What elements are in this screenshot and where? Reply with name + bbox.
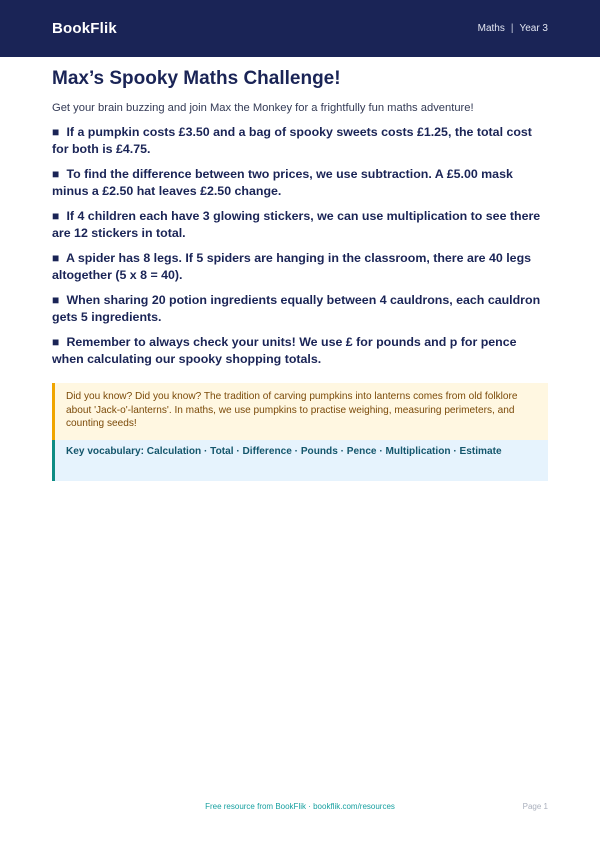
fact-text: When sharing 20 potion ingredients equally between 4 cauldrons, each cauldron gets 5 ingredients. [52,293,541,324]
list-item [52,208,548,242]
year-label: Year 3 [519,23,548,34]
fact-text: If a pumpkin costs £3.50 and a bag of spooky sweets costs £1.25, the total cost for both is £4.75. [52,125,532,156]
square-bullet-icon: ■ [52,209,60,223]
intro-text: Get your brain buzzing and join Max the Monkey for a frightfully fun maths adventure! [52,102,474,114]
list-item [52,124,548,158]
facts-list [52,124,548,368]
subject-label: Maths [477,23,505,34]
page-title: Max’s Spooky Maths Challenge! [52,68,341,89]
did-you-know-callout: Did you know? Did you know? The tradition of carving pumpkins into lanterns comes from old folklore about 'Jack-o'-lanterns'. In maths, we use pumpkins to practise weighing, measuring perimeters, and counting seeds! [52,383,548,440]
meta-separator: | [510,23,514,34]
fact-text: To find the difference between two prices, we use subtraction. A £5.00 mask minus a £2.50 hat leaves £2.50 change. [52,167,513,198]
list-item [52,166,548,200]
square-bullet-icon: ■ [52,335,60,349]
brand-logo[interactable]: BookFlik [52,20,117,37]
fact-text: Remember to always check your units! We use £ for pounds and p for pence when calculating our spooky shopping totals. [52,335,517,366]
footer-link[interactable]: Free resource from BookFlik · bookflik.com/resources [205,802,395,811]
key-vocabulary-box: Key vocabulary: Calculation · Total · Difference · Pounds · Pence · Multiplication · Estimate [52,440,548,481]
square-bullet-icon: ■ [52,167,60,181]
main-content [0,67,600,481]
square-bullet-icon: ■ [52,251,60,265]
fact-text: If 4 children each have 3 glowing stickers, we can use multiplication to see there are 12 stickers in total. [52,209,541,240]
header-meta [478,23,548,34]
square-bullet-icon: ■ [52,293,60,307]
fact-text: A spider has 8 legs. If 5 spiders are hanging in the classroom, there are 40 legs altogether (5 x 8 = 40). [52,251,532,282]
list-item [52,250,548,284]
list-item [52,334,548,368]
list-item [52,292,548,326]
square-bullet-icon: ■ [52,125,60,139]
page-number: Page 1 [522,802,548,811]
page-footer [0,802,600,811]
page-header [0,0,600,57]
